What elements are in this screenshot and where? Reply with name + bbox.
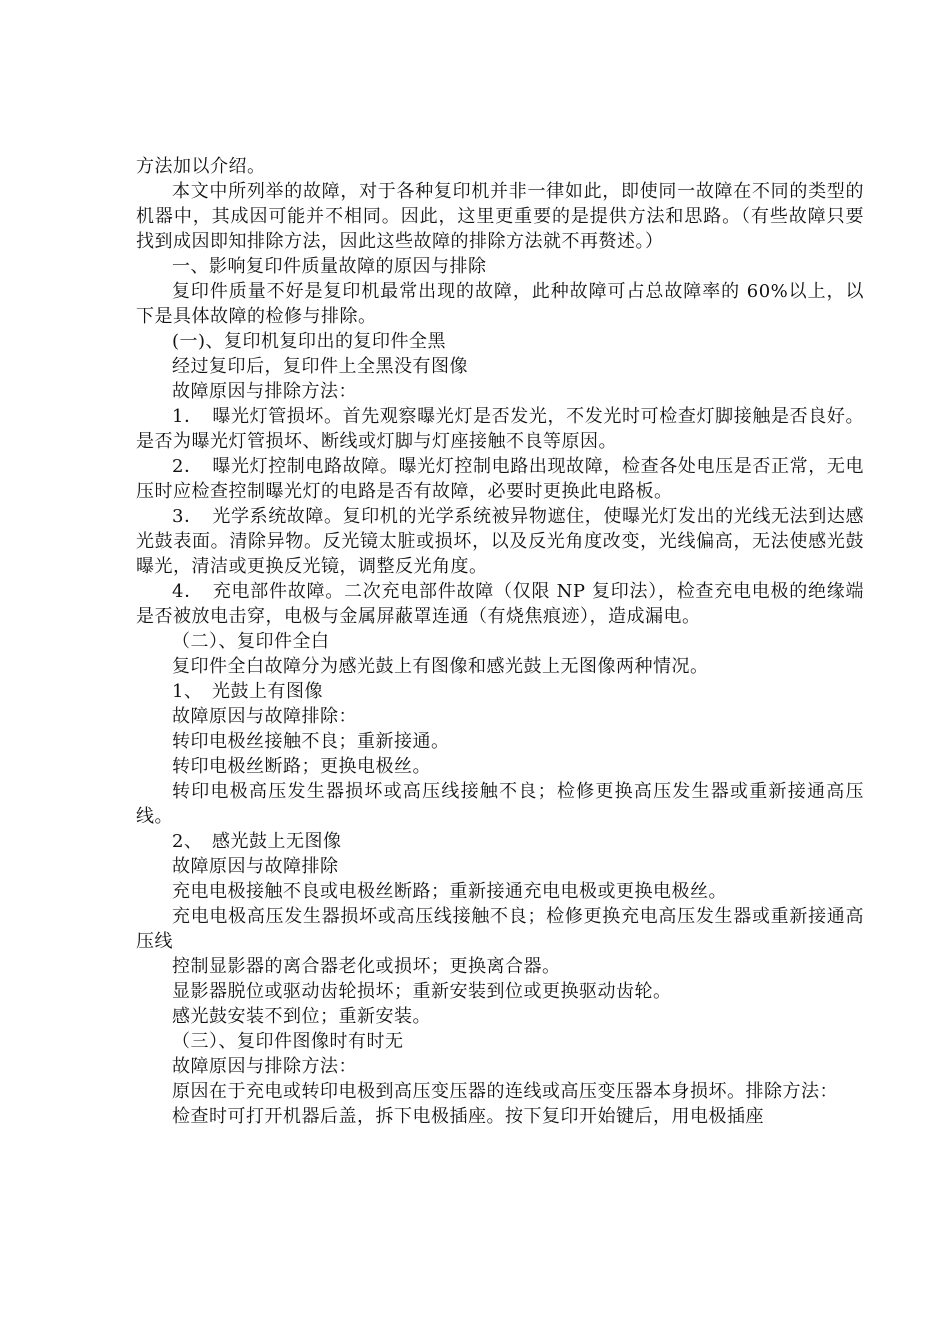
paragraph-14: 控制显影器的离合器老化或损坏；更换离合器。 [172,956,561,977]
paragraph-12: 充电电极接触不良或电极丝断路；重新接通充电电极或更换电极丝。 [172,881,727,902]
paragraph-5: 故障原因与排除方法： [172,381,357,402]
paragraph-17: 故障原因与排除方法： [172,1056,357,1077]
list-item-5: 1、 光鼓上有图像 [172,681,323,702]
paragraph-10: 转印电极高压发生器损坏或高压线接触不良；检修更换高压发生器或重新接通高压线。 [136,781,864,827]
list-item-6: 2、 感光鼓上无图像 [172,831,342,852]
paragraph-9: 转印电极丝断路；更换电极丝。 [172,756,431,777]
paragraph-4: 经过复印后，复印件上全黑没有图像 [172,356,468,377]
paragraph-18: 原因在于充电或转印电极到高压变压器的连线或高压变压器本身损坏。排除方法： [172,1081,838,1102]
subsection-heading-2: （二）、复印件全白 [172,631,330,652]
paragraph-2: 本文中所列举的故障，对于各种复印机并非一律如此，即使同一故障在不同的类型的机器中，其成因可能并不相同。因此，这里更重要的是提供方法和思路。（有些故障只要找到成因即知排除方法，因此这些故障的排除方法就不再赘述。） [136,181,864,252]
section-heading-1: 一、影响复印件质量故障的原因与排除 [172,256,487,277]
paragraph-13: 充电电极高压发生器损坏或高压线接触不良；检修更换充电高压发生器或重新接通高压线 [136,906,864,952]
paragraph-16: 感光鼓安装不到位；重新安装。 [172,1006,431,1027]
paragraph-6: 复印件全白故障分为感光鼓上有图像和感光鼓上无图像两种情况。 [172,656,709,677]
subsection-heading-1: (一)、复印机复印出的复印件全黑 [172,331,447,352]
paragraph-15: 显影器脱位或驱动齿轮损坏；重新安装到位或更换驱动齿轮。 [172,981,672,1002]
list-item-2: 2． 曝光灯控制电路故障。曝光灯控制电路出现故障，检查各处电压是否正常，无电压时应检查控制曝光灯的电路是否有故障，必要时更换此电路板。 [136,456,864,502]
paragraph-1: 方法加以介绍。 [136,156,266,177]
list-item-4: 4． 充电部件故障。二次充电部件故障（仅限 NP 复印法），检查充电电极的绝缘端是否被放电击穿，电极与金属屏蔽罩连通（有烧焦痕迹），造成漏电。 [136,581,864,627]
subsection-heading-3: （三）、复印件图像时有时无 [172,1031,404,1052]
paragraph-19: 检查时可打开机器后盖，拆下电极插座。按下复印开始键后，用电极插座 [172,1106,764,1127]
list-item-1: 1． 曝光灯管损坏。首先观察曝光灯是否发光，不发光时可检查灯脚接触是否良好。是否为曝光灯管损坏、断线或灯脚与灯座接触不良等原因。 [136,406,864,452]
paragraph-7: 故障原因与故障排除： [172,706,357,727]
paragraph-3: 复印件质量不好是复印机最常出现的故障，此种故障可占总故障率的 60%以上，以下是具体故障的检修与排除。 [136,281,864,327]
paragraph-11: 故障原因与故障排除 [172,856,339,877]
paragraph-8: 转印电极丝接触不良；重新接通。 [172,731,450,752]
list-item-3: 3． 光学系统故障。复印机的光学系统被异物遮住，使曝光灯发出的光线无法到达感光鼓表面。清除异物。反光镜太脏或损坏，以及反光角度改变，光线偏高，无法使感光鼓曝光，清洁或更换反光镜，调整反光角度。 [136,506,864,577]
